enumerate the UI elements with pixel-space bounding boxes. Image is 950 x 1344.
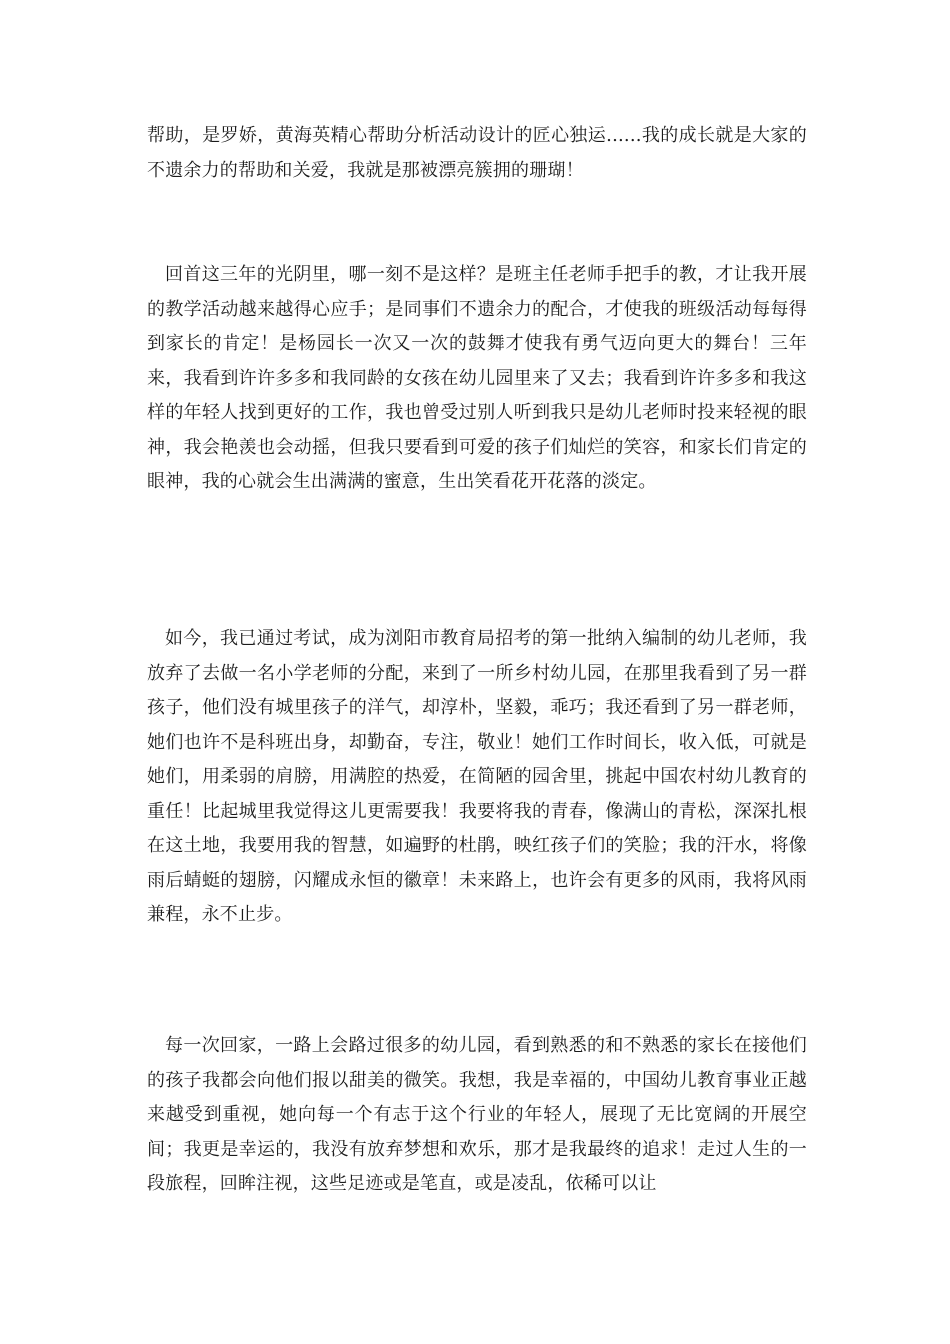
- paragraph-now: 如今，我已通过考试，成为浏阳市教育局招考的第一批纳入编制的幼儿老师，我放弃了去做一名小学老师的分配，来到了一所乡村幼儿园，在那里我看到了另一群孩子，他们没有城里孩子的洋气，却淳朴，坚毅，乖巧；我还看到了另一群老师，她们也许不是科班出身，却勤奋，专注，敬业！她们工作时间长，收入低，可就是她们，用柔弱的肩膀，用满腔的热爱，在简陋的园舍里，挑起中国农村幼儿教育的重任！比起城里我觉得这儿更需要我！我要将我的青春，像满山的青松，深深扎根在这土地，我要用我的智慧，如遍野的杜鹃，映红孩子们的笑脸；我的汗水，将像雨后蜻蜓的翅膀，闪耀成永恒的徽章！未来路上，也许会有更多的风雨，我将风雨兼程，永不止步。: [147, 628, 807, 925]
- paragraph-continuation: 帮助，是罗娇，黄海英精心帮助分析活动设计的匠心独运......我的成长就是大家的不遗余力的帮助和关爱，我就是那被漂亮簇拥的珊瑚！: [147, 125, 807, 181]
- paragraph-looking-back: 回首这三年的光阴里，哪一刻不是这样？是班主任老师手把手的教，才让我开展的教学活动越来越得心应手；是同事们不遗余力的配合，才使我的班级活动每每得到家长的肯定！是杨园长一次又一次的鼓舞才使我有勇气迈向更大的舞台！三年来，我看到许许多多和我同龄的女孩在幼儿园里来了又去；我看到许许多多和我这样的年轻人找到更好的工作，我也曾受过别人听到我只是幼儿老师时投来轻视的眼神，我会艳羡也会动摇，但我只要看到可爱的孩子们灿烂的笑容，和家长们肯定的眼神，我的心就会生出满满的蜜意，生出笑看花开花落的淡定。: [147, 264, 807, 492]
- paragraph-going-home: 每一次回家，一路上会路过很多的幼儿园，看到熟悉的和不熟悉的家长在接他们的孩子我都会向他们报以甜美的微笑。我想，我是幸福的，中国幼儿教育事业正越来越受到重视，她向每一个有志于这个行业的年轻人，展现了无比宽阔的开展空间；我更是幸运的，我没有放弃梦想和欢乐，那才是我最终的追求！走过人生的一段旅程，回眸注视，这些足迹或是笔直，或是凌乱，依稀可以让: [147, 1035, 807, 1194]
